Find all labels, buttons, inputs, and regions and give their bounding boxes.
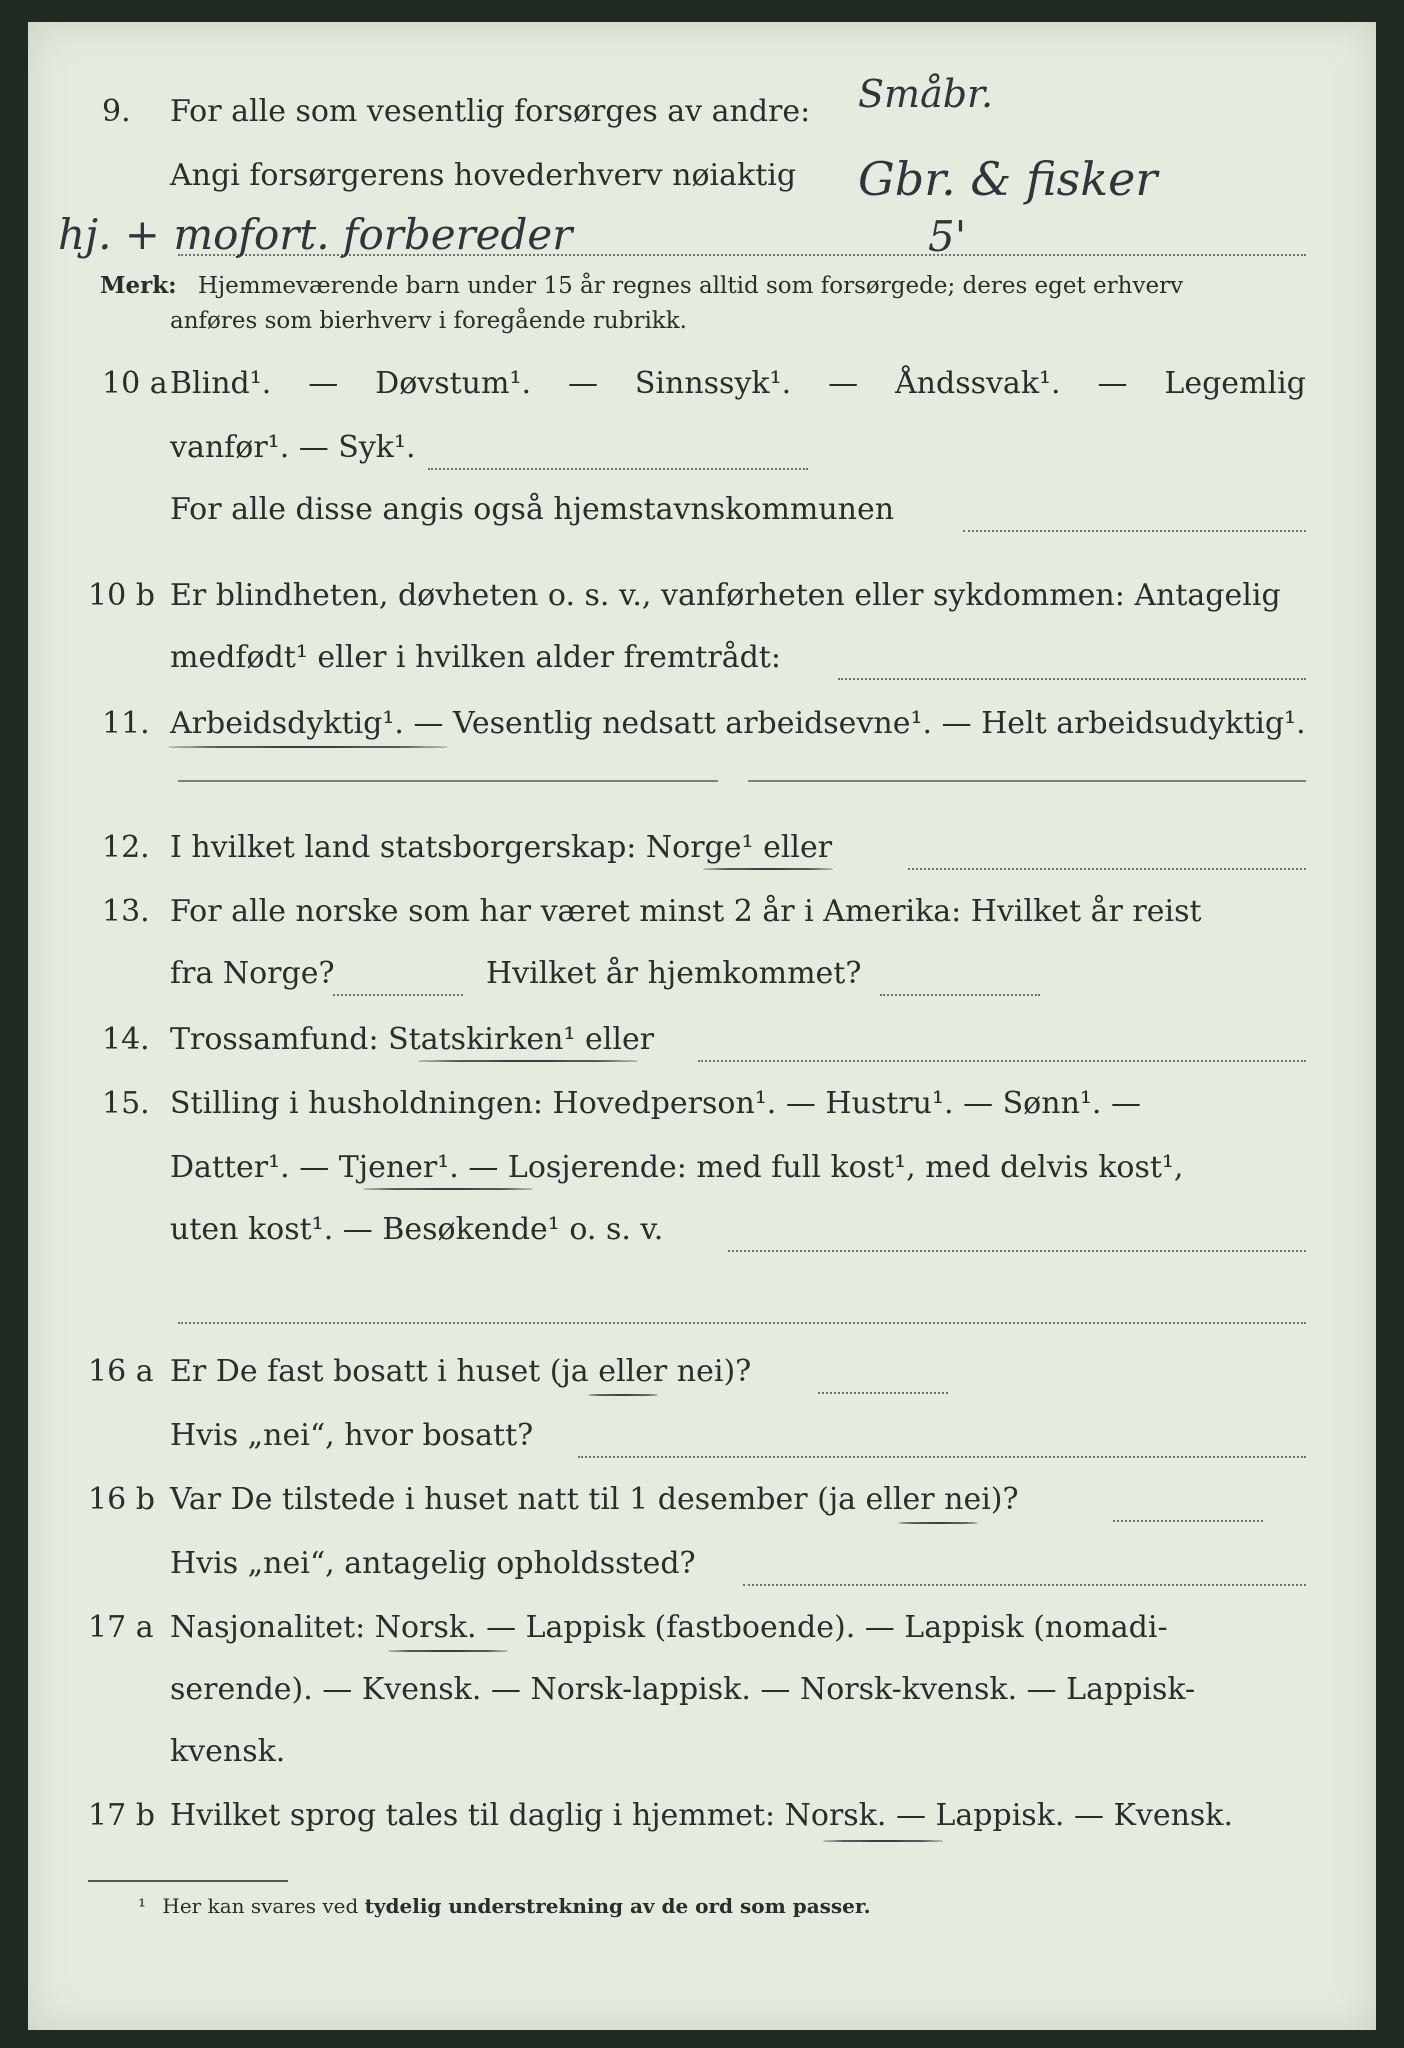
q10a-options	[170, 366, 1306, 401]
q13-text1: For alle norske som har været minst 2 år i Amerika: Hvilket år reist	[170, 894, 1202, 929]
q15-answer-line	[728, 1250, 1306, 1252]
q17b-text1: Hvilket sprog tales til daglig i hjemmet: Norsk. — Lappisk. — Kvensk.	[170, 1798, 1234, 1833]
q9-handwriting-4: 5'	[928, 212, 967, 261]
q16a-answer-line	[818, 1392, 948, 1394]
q10a-answer-line	[428, 468, 808, 470]
q10a-word: Legemlig	[1164, 366, 1306, 401]
q10b-text2: medfødt¹ eller i hvilken alder fremtrådt:	[170, 640, 781, 675]
q13-text2a: fra Norge?	[170, 956, 335, 991]
q11-rule-2	[748, 780, 1306, 782]
q10a-word: —	[828, 366, 859, 401]
q12-number: 12.	[102, 830, 150, 865]
q17a-text3: kvensk.	[170, 1734, 286, 1769]
q15-text2: Datter¹. — Tjener¹. — Losjerende: med full kost¹, med delvis kost¹,	[170, 1150, 1184, 1185]
footnote	[138, 1894, 871, 1918]
q12-text1: I hvilket land statsborgerskap: Norge¹ eller	[170, 830, 833, 865]
footnote-mark: ¹	[138, 1894, 147, 1918]
q15-number: 15.	[102, 1086, 150, 1121]
q13-left-line	[333, 994, 463, 996]
q16b-place-line	[743, 1584, 1306, 1586]
q15-underline	[363, 1188, 533, 1190]
q13-number: 13.	[102, 894, 150, 929]
q15-text1: Stilling i husholdningen: Hovedperson¹. — Hustru¹. — Sønn¹. —	[170, 1086, 1141, 1121]
q11-text1: Arbeidsdyktig¹. — Vesentlig nedsatt arbeidsevne¹. — Helt arbeidsudyktig¹.	[170, 706, 1306, 741]
merk-note-2	[170, 308, 1306, 334]
q9-text1: For alle som vesentlig forsørges av andre:	[170, 94, 811, 129]
q10a-text3: For alle disse angis også hjemstavnskommunen	[170, 492, 895, 527]
q17a-text2: serende). — Kvensk. — Norsk-lappisk. — Norsk-kvensk. — Lappisk-	[170, 1672, 1196, 1707]
q10b-number: 10 b	[88, 578, 155, 613]
q17a-number: 17 a	[88, 1610, 154, 1645]
footnote-rule	[88, 1880, 288, 1882]
q17a-text1: Nasjonalitet: Norsk. — Lappisk (fastboende). — Lappisk (nomadi-	[170, 1610, 1168, 1645]
q9-handwriting-2: Gbr. & fisker	[858, 152, 1158, 206]
q10a-word: —	[1097, 366, 1128, 401]
q16b-answer-line	[1113, 1520, 1263, 1522]
q14-answer-line	[698, 1060, 1306, 1062]
q13-text2b: Hvilket år hjemkommet?	[486, 956, 862, 991]
q14-underline	[418, 1060, 638, 1062]
q10a-word: —	[567, 366, 598, 401]
merk-text2: anføres som bierhverv i foregående rubrikk.	[170, 308, 687, 334]
q9-handwriting-1: Småbr.	[858, 72, 994, 116]
q10a-word: Døvstum¹.	[375, 366, 532, 401]
q10a-number: 10 a	[102, 366, 168, 401]
q11-rule-1	[178, 780, 718, 782]
q10a-word: —	[308, 366, 339, 401]
q11-underline	[168, 746, 448, 748]
q17b-underline	[823, 1840, 943, 1842]
q14-number: 14.	[102, 1022, 150, 1057]
q10a-home-line	[963, 530, 1306, 532]
q16b-text2: Hvis „nei“, antagelig opholdssted?	[170, 1546, 696, 1581]
q16b-underline	[898, 1522, 978, 1524]
merk-note	[100, 272, 1306, 299]
q16b-number: 16 b	[88, 1482, 155, 1517]
q10a-text2: vanfør¹. — Syk¹.	[170, 430, 416, 465]
merk-label: Merk:	[100, 272, 177, 299]
q16a-text2: Hvis „nei“, hvor bosatt?	[170, 1418, 534, 1453]
q16a-text1: Er De fast bosatt i huset (ja eller nei)?	[170, 1354, 752, 1389]
q16b-text1: Var De tilstede i huset natt til 1 desember (ja eller nei)?	[170, 1482, 1019, 1517]
q16a-number: 16 a	[88, 1354, 154, 1389]
q10b-text1: Er blindheten, døvheten o. s. v., vanførheten eller sykdommen: Antagelig	[170, 578, 1281, 613]
q10a-word: Sinnssyk¹.	[634, 366, 792, 401]
q10a-word: Åndssvak¹.	[895, 366, 1061, 401]
q16a-underline	[588, 1394, 658, 1396]
q15-text3: uten kost¹. — Besøkende¹ o. s. v.	[170, 1212, 664, 1247]
q17b-number: 17 b	[88, 1798, 155, 1833]
q9-number: 9.	[102, 94, 131, 129]
merk-text1: Hjemmeværende barn under 15 år regnes alltid som forsørgede; deres eget erhverv	[197, 273, 1184, 299]
q14-text1: Trossamfund: Statskirken¹ eller	[170, 1022, 655, 1057]
census-form-page	[28, 22, 1376, 2030]
q16a-where-line	[578, 1456, 1306, 1458]
q12-underline	[703, 868, 833, 870]
footnote-text: Her kan svares ved	[162, 1894, 359, 1918]
q9-text2: Angi forsørgerens hovederhverv nøiaktig	[170, 158, 797, 193]
q13-right-line	[880, 994, 1040, 996]
q11-number: 11.	[102, 706, 150, 741]
q12-answer-line	[908, 868, 1306, 870]
q17a-underline	[388, 1650, 508, 1652]
footnote-bold: tydelig understrekning av de ord som passer.	[364, 1894, 871, 1918]
q15-extra-line	[178, 1322, 1306, 1324]
q10b-answer-line	[838, 678, 1306, 680]
q9-handwriting-3: hj. + mofort. forbereder	[58, 210, 573, 259]
q10a-word: Blind¹.	[170, 366, 272, 401]
